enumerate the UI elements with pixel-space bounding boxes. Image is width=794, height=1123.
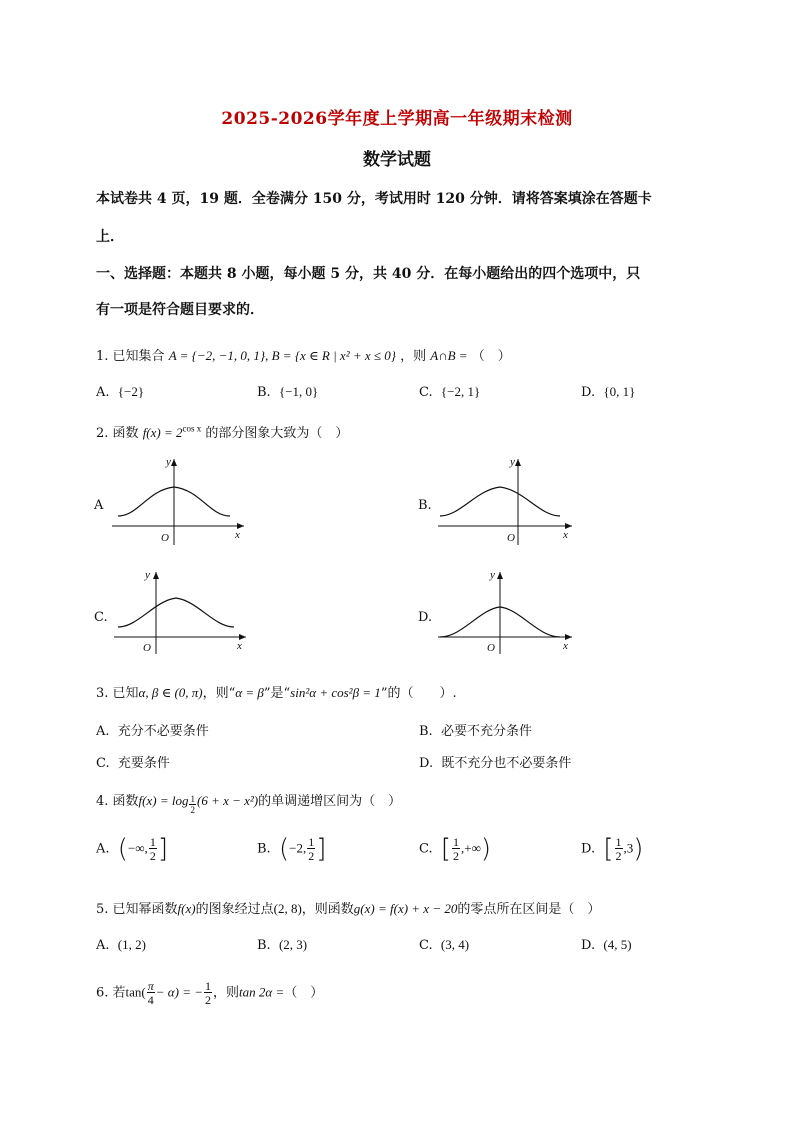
graph-c-label: C. — [94, 610, 108, 625]
question-4: 4. 函数f(x) = log $\frac{1}{2}$ (6 + x − x²)的单调递增区间为（ ） — [96, 793, 402, 815]
q1-option-b: B. {−1, 0} — [257, 384, 319, 400]
question-3: 3. 已知α, β ∈ (0, π)，则“α = β”是“sin²α + cos²β = 1”的（ ）. — [96, 685, 457, 701]
q3-option-d: D. 既不充分也不必要条件 — [419, 756, 572, 771]
question-2: 2. 函数 $f(x) = 2^{cos x}$ 的部分图象大致为（ ） — [96, 423, 349, 441]
svg-text:x: x — [237, 640, 242, 652]
svg-text:O: O — [487, 642, 495, 654]
q2-func: f(x) = 2 — [142, 425, 183, 440]
section1-line-1: 一、选择题：本题共 8 小题，每小题 5 分，共 40 分．在每小题给出的四个选项中，只 — [96, 266, 641, 282]
q5-option-c: C. (3, 4) — [419, 937, 470, 953]
svg-text:x: x — [563, 529, 568, 541]
q5-option-b: B. (2, 3) — [257, 937, 308, 953]
q1-expr: A∩B = — [430, 348, 468, 363]
q1-mid: ，则 — [400, 349, 427, 364]
graph-a — [108, 455, 248, 550]
svg-text:y: y — [145, 569, 150, 581]
svg-text:x: x — [563, 640, 568, 652]
svg-text:x: x — [235, 529, 240, 541]
question-6: 6. 若tan( $\frac{\pi}{4}$ − α) = − $\frac{1}{2}$ ，则tan 2α =（ ） — [96, 979, 324, 1007]
intro-line-1: 本试卷共 4 页，19 题．全卷满分 150 分，考试用时 120 分钟．请将答案填涂在答题卡 — [96, 191, 652, 207]
q4-option-d: D. [ $\frac{1}{2}$ ,3) — [581, 834, 644, 864]
svg-text:O: O — [507, 532, 515, 544]
graph-c — [110, 568, 250, 658]
graph-b — [436, 455, 576, 550]
q1-option-a: A. {−2} — [96, 384, 145, 400]
svg-text:O: O — [161, 532, 169, 544]
q2-exponent: cos x — [182, 423, 202, 434]
q5-option-a: A. (1, 2) — [96, 937, 146, 953]
q4-option-a: A. (−∞, $\frac{1}{2}$ ] — [96, 834, 168, 864]
q1-set-a: A = {−2, −1, 0, 1} — [168, 348, 266, 363]
graph-d — [436, 568, 576, 658]
svg-text:y: y — [166, 456, 171, 468]
question-1: 1. 已知集合 A = {−2, −1, 0, 1}, B = {x ∈ R | x² + x ≤ 0} ，则 A∩B = （ ） — [96, 348, 511, 364]
graph-b-label: B. — [418, 498, 432, 513]
q3-option-b: B. 必要不充分条件 — [419, 724, 532, 739]
graph-d-label: D. — [418, 610, 433, 625]
q4-option-c: C. [ $\frac{1}{2}$ ,+∞) — [419, 834, 492, 864]
q1-set-b: B = {x ∈ R | x² + x ≤ 0} — [271, 348, 396, 363]
svg-text:y: y — [510, 456, 515, 468]
exam-title: 2025-2026学年度上学期高一年级期末检测 — [221, 109, 573, 129]
q1-option-c: C. {−2, 1} — [419, 384, 481, 400]
section1-line-2: 有一项是符合题目要求的． — [96, 302, 264, 318]
svg-text:y: y — [490, 569, 495, 581]
q4-option-b: B. (−2, $\frac{1}{2}$ ] — [257, 834, 327, 864]
q5-option-d: D. (4, 5) — [581, 937, 632, 953]
q3-option-a: A. 充分不必要条件 — [96, 724, 209, 739]
exam-subtitle: 数学试题 — [363, 150, 431, 170]
graph-a-label: A — [94, 498, 104, 513]
q1-prefix: 1. 已知集合 — [96, 349, 165, 364]
q1-paren: （ ） — [471, 349, 511, 364]
question-5: 5. 已知幂函数f(x)的图象经过点(2, 8)，则函数g(x) = f(x) + x − 20的零点所在区间是（ ） — [96, 901, 601, 917]
q3-option-c: C. 充要条件 — [96, 756, 170, 771]
q1-option-d: D. {0, 1} — [581, 384, 636, 400]
intro-line-2: 上． — [96, 229, 124, 245]
svg-text:O: O — [143, 642, 151, 654]
